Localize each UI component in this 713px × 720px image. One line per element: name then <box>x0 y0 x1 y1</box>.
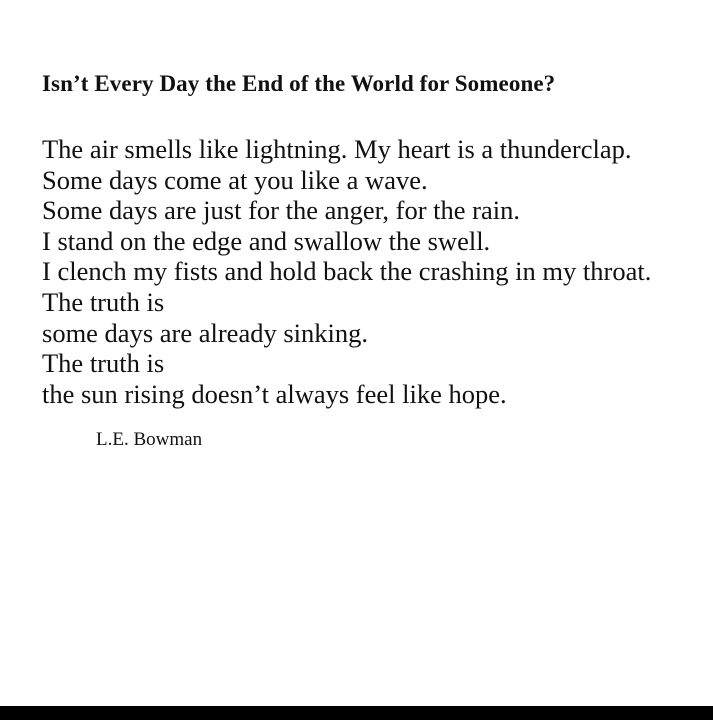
poem-line-4: I stand on the edge and swallow the swell. <box>42 225 491 256</box>
poem-line-6: The truth is <box>42 286 165 317</box>
poem-line-1: The air smells like lightning. My heart is a thunderclap. <box>42 134 632 164</box>
poem-line-2: Some days come at you like a wave. <box>42 164 428 195</box>
poem-line-7: some days are already sinking. <box>42 317 368 348</box>
poem-body <box>42 134 707 409</box>
bottom-bar <box>0 706 713 720</box>
poem-line-9: the sun rising doesn’t always feel like hope. <box>42 378 507 409</box>
poem-line-5: I clench my fists and hold back the crashing in my throat. <box>42 256 652 287</box>
poem-title: Isn’t Every Day the End of the World for Someone? <box>42 71 556 96</box>
poem-line-8: The truth is <box>42 348 165 379</box>
poem-author: L.E. Bowman <box>96 429 203 450</box>
poem-line-3: Some days are just for the anger, for the rain. <box>42 195 520 226</box>
